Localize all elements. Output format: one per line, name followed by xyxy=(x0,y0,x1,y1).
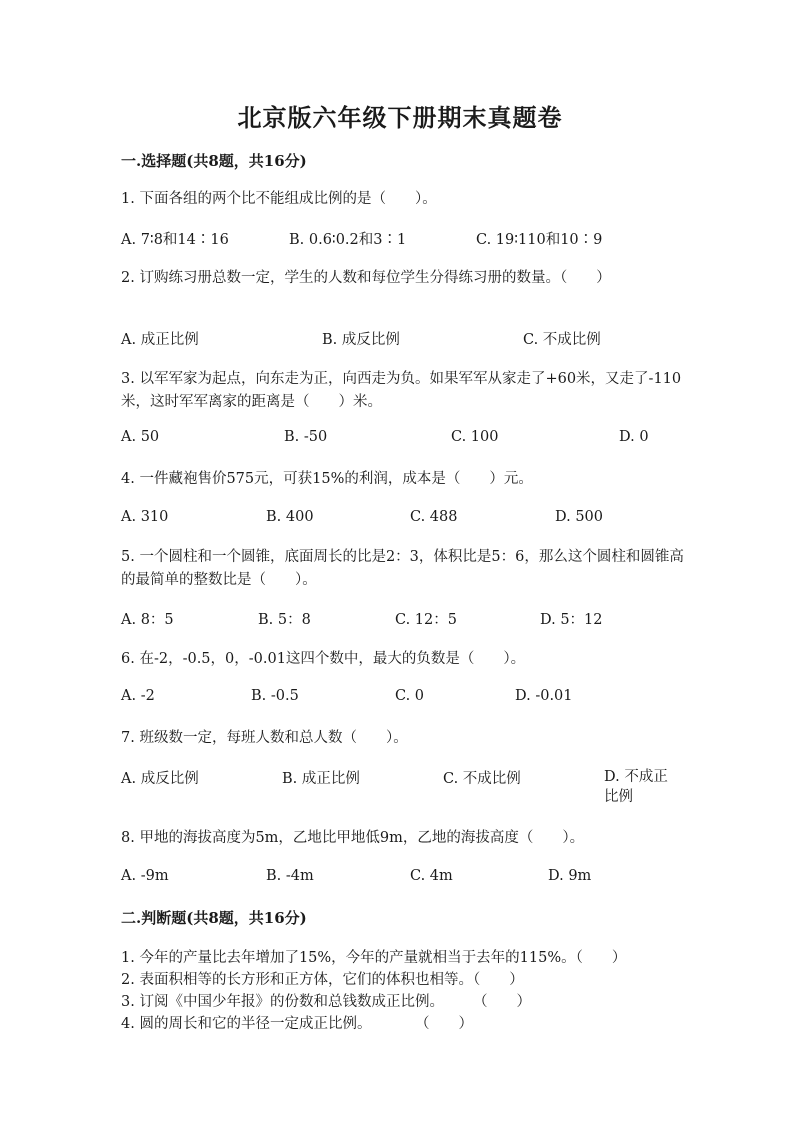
q6-option-c: C. 0 xyxy=(395,688,425,704)
q8-option-d: D. 9m xyxy=(548,868,592,884)
q6-option-b: B. -0.5 xyxy=(251,688,299,704)
question-7: 7. 班级数一定，每班人数和总人数（ ）。 xyxy=(121,730,408,746)
q7-option-a: A. 成反比例 xyxy=(121,771,199,787)
question-3: 3. 以军军家为起点，向东走为正，向西走为负。如果军军从家走了+60米，又走了-110米，这时军军离家的距离是（ ）米。 xyxy=(121,371,682,410)
q7-option-d: D. 不成正比例 xyxy=(604,769,668,805)
q8-option-c: C. 4m xyxy=(410,868,453,884)
q1-option-c: C. 19∶110和10∶9 xyxy=(476,232,603,248)
q3-option-a: A. 50 xyxy=(121,429,160,445)
q2-option-c: C. 不成比例 xyxy=(523,332,601,348)
q5-option-d: D. 5：12 xyxy=(540,612,603,628)
q4-option-d: D. 500 xyxy=(555,509,604,525)
q7-option-b: B. 成正比例 xyxy=(282,771,360,787)
q6-option-a: A. -2 xyxy=(121,688,155,704)
q5-option-c: C. 12：5 xyxy=(395,612,457,628)
q4-option-a: A. 310 xyxy=(121,509,169,525)
q7-option-c: C. 不成比例 xyxy=(443,771,521,787)
page-title: 北京版六年级下册期末真题卷 xyxy=(237,103,563,132)
q8-option-a: A. -9m xyxy=(121,868,169,884)
judgment-item-4: 4. 圆的周长和它的半径一定成正比例。 （ ） xyxy=(121,1016,473,1032)
question-4: 4. 一件藏袍售价575元，可获15%的利润，成本是（ ）元。 xyxy=(121,471,533,487)
question-6: 6. 在-2，-0.5，0，-0.01这四个数中，最大的负数是（ ）。 xyxy=(121,651,526,667)
question-1: 1. 下面各组的两个比不能组成比例的是（ ）。 xyxy=(121,191,437,207)
section-heading-judgment: 二.判断题(共8题，共16分) xyxy=(121,909,307,927)
q3-option-d: D. 0 xyxy=(619,429,649,445)
q8-option-b: B. -4m xyxy=(266,868,314,884)
judgment-item-1: 1. 今年的产量比去年增加了15%，今年的产量就相当于去年的115%。（ ） xyxy=(121,950,627,966)
question-2: 2. 订购练习册总数一定，学生的人数和每位学生分得练习册的数量。（ ） xyxy=(121,270,611,286)
q6-option-d: D. -0.01 xyxy=(515,688,573,704)
q1-option-a: A. 7∶8和14∶16 xyxy=(121,232,229,248)
q4-option-c: C. 488 xyxy=(410,509,458,525)
question-5: 5. 一个圆柱和一个圆锥，底面周长的比是2：3，体积比是5：6，那么这个圆柱和圆锥高的最简单的整数比是（ ）。 xyxy=(121,549,684,588)
q2-option-a: A. 成正比例 xyxy=(121,332,199,348)
section-heading-choice: 一.选择题(共8题，共16分) xyxy=(121,152,307,170)
question-8: 8. 甲地的海拔高度为5m，乙地比甲地低9m，乙地的海拔高度（ ）。 xyxy=(121,830,585,846)
q4-option-b: B. 400 xyxy=(266,509,314,525)
q1-option-b: B. 0.6∶0.2和3∶1 xyxy=(289,232,407,248)
judgment-item-3: 3. 订阅《中国少年报》的份数和总钱数成正比例。 （ ） xyxy=(121,994,531,1010)
q3-option-c: C. 100 xyxy=(451,429,499,445)
q5-option-a: A. 8：5 xyxy=(121,612,174,628)
q3-option-b: B. -50 xyxy=(284,429,328,445)
judgment-item-2: 2. 表面积相等的长方形和正方体，它们的体积也相等。（ ） xyxy=(121,972,524,988)
q5-option-b: B. 5：8 xyxy=(258,612,311,628)
q2-option-b: B. 成反比例 xyxy=(322,332,400,348)
